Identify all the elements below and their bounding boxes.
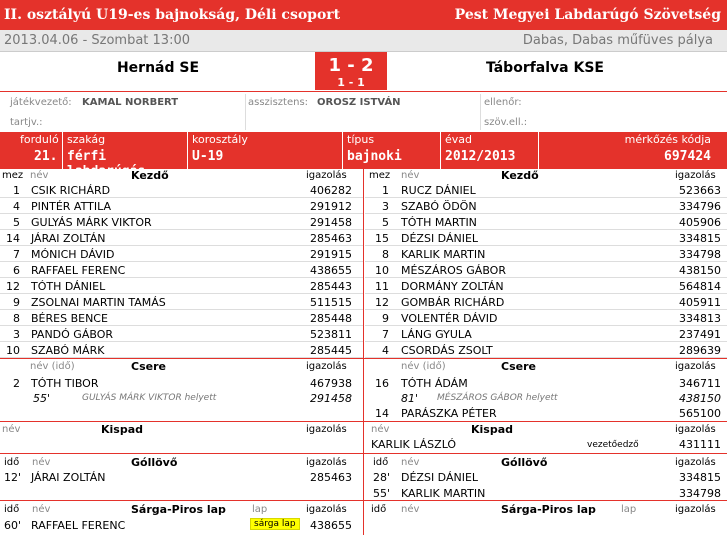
bench-id: 431111 [679, 438, 721, 451]
igazolas-label: igazolás [306, 361, 347, 372]
round-value: 21. [34, 149, 58, 164]
age-cell [188, 132, 343, 169]
assistant-name: OROSZ ISTVÁN [317, 97, 401, 108]
nev-label: név [401, 170, 420, 181]
table-row [365, 214, 727, 230]
home-bench-header [0, 423, 363, 438]
player-number: 2 [13, 377, 20, 390]
season-cell [441, 132, 539, 169]
title-bar [0, 0, 727, 30]
player-name: PANDÓ GÁBOR [31, 328, 114, 341]
player-number: 3 [382, 200, 389, 213]
player-id: 405906 [679, 216, 721, 229]
player-name: TÓTH ÁDÁM [401, 377, 468, 390]
table-row [365, 310, 727, 326]
player-number: 3 [13, 328, 20, 341]
table-row [0, 230, 363, 246]
season-label: évad [445, 133, 473, 146]
player-id: 438655 [310, 264, 352, 277]
player-number: 7 [13, 248, 20, 261]
igazolas-label: igazolás [675, 504, 716, 515]
player-id: 285448 [310, 312, 352, 325]
kispad-label: Kispad [101, 423, 144, 436]
ido-label: idő [373, 457, 389, 468]
igazolas-label: igazolás [675, 457, 716, 468]
round-label: forduló [20, 133, 59, 146]
referee-label: játékvezető: [10, 97, 72, 108]
player-id: 438150 [679, 264, 721, 277]
player-number: 14 [375, 407, 389, 420]
csere-label: Csere [501, 360, 536, 373]
player-id: 511515 [310, 296, 352, 309]
away-team-name: Táborfalva KSE [485, 60, 604, 76]
goal-time: 28' [373, 471, 391, 484]
goal-scorer: KARLIK MARTIN [401, 487, 486, 500]
sub-time: 81' [401, 392, 419, 405]
player-name: GOMBÁR RICHÁRD [401, 296, 505, 309]
season-value: 2012/2013 [445, 149, 516, 164]
player-number: 8 [13, 312, 20, 325]
list-item [0, 469, 363, 485]
age-label: korosztály [192, 133, 248, 146]
goal-scorer: DÉZSI DÁNIEL [401, 471, 479, 484]
bench-role: vezetőedző [587, 440, 639, 450]
table-row [365, 262, 727, 278]
table-row [0, 182, 363, 198]
officials-row-2 [0, 114, 727, 134]
mez-label: mez [369, 170, 391, 181]
player-id: 289639 [679, 344, 721, 357]
home-team-name: Hernád SE [116, 60, 200, 76]
list-item [0, 517, 363, 533]
nev-label: név [30, 170, 49, 181]
sarga-label: Sárga-Piros lap [501, 503, 596, 516]
table-row [365, 294, 727, 310]
player-number: 8 [382, 248, 389, 261]
table-row [0, 278, 363, 294]
yellow-card-badge: sárga lap [250, 518, 300, 530]
player-name: DÉZSI DÁNIEL [401, 232, 479, 245]
assistant-label: asszisztens: [248, 97, 309, 108]
table-row [365, 182, 727, 198]
date-bar [0, 30, 727, 52]
player-number: 9 [382, 312, 389, 325]
player-id: 565100 [679, 407, 721, 420]
code-value: 697424 [664, 149, 711, 164]
divider [245, 94, 246, 130]
list-item [0, 375, 363, 391]
player-name: GULYÁS MÁRK VIKTOR [31, 216, 152, 229]
igazolas-label: igazolás [306, 504, 347, 515]
list-item [365, 375, 727, 391]
player-number: 15 [375, 232, 389, 245]
player-number: 1 [13, 184, 20, 197]
player-number: 6 [13, 264, 20, 277]
column-separator [363, 169, 364, 535]
divider [0, 421, 727, 422]
goal-id: 334798 [679, 487, 721, 500]
away-cards-header [365, 503, 727, 518]
player-number: 11 [375, 280, 389, 293]
code-cell [539, 132, 727, 169]
goal-id: 334815 [679, 471, 721, 484]
list-item [365, 469, 727, 485]
sub-note: MÉSZÁROS GÁBOR helyett [437, 393, 558, 403]
nev-label: név [401, 457, 420, 468]
table-row [0, 214, 363, 230]
player-name: KARLIK MARTIN [401, 248, 486, 261]
player-id: 523663 [679, 184, 721, 197]
age-value: U-19 [192, 149, 224, 164]
player-id: 285463 [310, 232, 352, 245]
player-id: 564814 [679, 280, 721, 293]
player-id: 291458 [310, 216, 352, 229]
table-row [0, 246, 363, 262]
kispad-label: Kispad [471, 423, 514, 436]
player-name: MÓNICH DÁVID [31, 248, 115, 261]
player-name: VOLENTÉR DÁVID [401, 312, 498, 325]
player-name: PINTÉR ATTILA [31, 200, 111, 213]
table-row [365, 342, 727, 358]
player-name: RUCZ DÁNIEL [401, 184, 476, 197]
player-id: 291915 [310, 248, 352, 261]
halftime-score: 1 - 1 [337, 76, 365, 89]
list-item [365, 405, 727, 421]
type-cell [343, 132, 441, 169]
ido-label: idő [4, 504, 20, 515]
federation-name: Pest Megyei Labdarúgó Szövetség [454, 7, 721, 23]
player-id: 467938 [310, 377, 352, 390]
player-number: 9 [13, 296, 20, 309]
player-number: 16 [375, 377, 389, 390]
kezdo-label: Kezdő [501, 169, 539, 182]
igazolas-label: igazolás [675, 170, 716, 181]
igazolas-label: igazolás [306, 170, 347, 181]
bench-name: KARLIK LÁSZLÓ [371, 438, 457, 451]
sub-note-id: 438150 [679, 392, 721, 405]
goal-time: 55' [373, 487, 391, 500]
goal-scorer: JÁRAI ZOLTÁN [31, 471, 106, 484]
player-id: 334815 [679, 232, 721, 245]
player-id: 285445 [310, 344, 352, 357]
table-row [365, 230, 727, 246]
player-name: DORMÁNY ZOLTÁN [401, 280, 504, 293]
round-cell [0, 132, 63, 169]
player-id: 285443 [310, 280, 352, 293]
player-id: 334796 [679, 200, 721, 213]
nev-ido-label: név (idő) [401, 361, 446, 372]
player-number: 5 [382, 216, 389, 229]
player-id: 523811 [310, 328, 352, 341]
type-label: típus [347, 133, 375, 146]
igazolas-label: igazolás [675, 424, 716, 435]
table-row [365, 246, 727, 262]
player-name: PARÁSZKA PÉTER [401, 407, 497, 420]
ido-label: idő [4, 457, 20, 468]
away-subs-header [365, 360, 727, 375]
nev-label: név [32, 504, 51, 515]
nev-label: név [32, 457, 51, 468]
nev-label: név [2, 424, 21, 435]
divider [480, 94, 481, 130]
list-item [365, 485, 727, 501]
mez-label: mez [2, 170, 24, 181]
table-row [0, 198, 363, 214]
table-row [0, 310, 363, 326]
table-row [365, 278, 727, 294]
player-id: 334813 [679, 312, 721, 325]
divider [0, 358, 727, 359]
player-id: 346711 [679, 377, 721, 390]
igazolas-label: igazolás [306, 424, 347, 435]
type-value: bajnoki [347, 149, 402, 164]
player-name: MÉSZÁROS GÁBOR [401, 264, 506, 277]
player-name: JÁRAI ZOLTÁN [31, 232, 106, 245]
score-box [315, 52, 387, 90]
player-name: TÓTH DÁNIEL [31, 280, 106, 293]
sub-time: 55' [33, 392, 51, 405]
player-id: 334798 [679, 248, 721, 261]
kezdo-label: Kezdő [131, 169, 169, 182]
table-row [0, 294, 363, 310]
table-row [0, 326, 363, 342]
player-name: ZSOLNAI MARTIN TAMÁS [31, 296, 166, 309]
igazolas-label: igazolás [675, 361, 716, 372]
goal-time: 12' [4, 471, 22, 484]
szovell-label: szöv.ell.: [484, 117, 528, 128]
card-player: RAFFAEL FERENC [31, 519, 126, 532]
final-score: 1 - 2 [328, 55, 374, 76]
player-number: 4 [13, 200, 20, 213]
player-id: 406282 [310, 184, 352, 197]
gollovo-label: Góllövő [131, 456, 178, 469]
home-subs-header [0, 360, 363, 375]
table-row [0, 342, 363, 358]
igazolas-label: igazolás [306, 457, 347, 468]
controller-label: ellenőr: [484, 97, 522, 108]
player-number: 12 [375, 296, 389, 309]
gollovo-label: Góllövő [501, 456, 548, 469]
player-id: 237491 [679, 328, 721, 341]
lap-label: lap [252, 504, 268, 515]
list-item [365, 436, 727, 452]
sub-note: GULYÁS MÁRK VIKTOR helyett [82, 393, 217, 403]
player-number: 4 [382, 344, 389, 357]
divider [0, 453, 727, 454]
player-number: 10 [6, 344, 20, 357]
player-name: LÁNG GYULA [401, 328, 472, 341]
table-row [365, 198, 727, 214]
player-name: SZABÓ MÁRK [31, 344, 105, 357]
csere-label: Csere [131, 360, 166, 373]
divider [0, 91, 727, 92]
player-number: 7 [382, 328, 389, 341]
player-number: 1 [382, 184, 389, 197]
player-id: 291912 [310, 200, 352, 213]
player-name: TÓTH MARTIN [401, 216, 477, 229]
match-venue: Dabas, Dabas műfüves pálya [522, 33, 713, 48]
player-name: BÉRES BENCE [31, 312, 108, 325]
goal-id: 285463 [310, 471, 352, 484]
match-datetime: 2013.04.06 - Szombat 13:00 [4, 33, 190, 48]
branch-value: férfi labdarúgás [67, 149, 146, 179]
ido-label: idő [371, 504, 387, 515]
player-number: 10 [375, 264, 389, 277]
player-number: 12 [6, 280, 20, 293]
player-name: RAFFAEL FERENC [31, 264, 126, 277]
competition-title: II. osztályú U19-es bajnokság, Déli csoport [4, 7, 341, 23]
player-name: CSIK RICHÁRD [31, 184, 111, 197]
referee-name: KAMAL NORBERT [82, 97, 179, 108]
list-item [0, 390, 363, 406]
player-id: 405911 [679, 296, 721, 309]
card-time: 60' [4, 519, 22, 532]
officials-row [0, 94, 727, 114]
player-number: 14 [6, 232, 20, 245]
tartjv-label: tartjv.: [10, 117, 43, 128]
code-label: mérkőzés kódja [624, 133, 711, 146]
home-cards-header [0, 503, 363, 518]
branch-label: szakág [67, 133, 106, 146]
list-item [365, 390, 727, 406]
player-number: 5 [13, 216, 20, 229]
sub-note-id: 291458 [310, 392, 352, 405]
player-name: CSORDÁS ZSOLT [401, 344, 493, 357]
player-name: TÓTH TIBOR [31, 377, 99, 390]
lap-label: lap [621, 504, 637, 515]
sarga-label: Sárga-Piros lap [131, 503, 226, 516]
nev-label: név [371, 424, 390, 435]
card-id: 438655 [310, 519, 352, 532]
table-row [365, 326, 727, 342]
nev-ido-label: név (idő) [30, 361, 75, 372]
nev-label: név [401, 504, 420, 515]
player-name: SZABÓ ÖDÖN [401, 200, 477, 213]
table-row [0, 262, 363, 278]
